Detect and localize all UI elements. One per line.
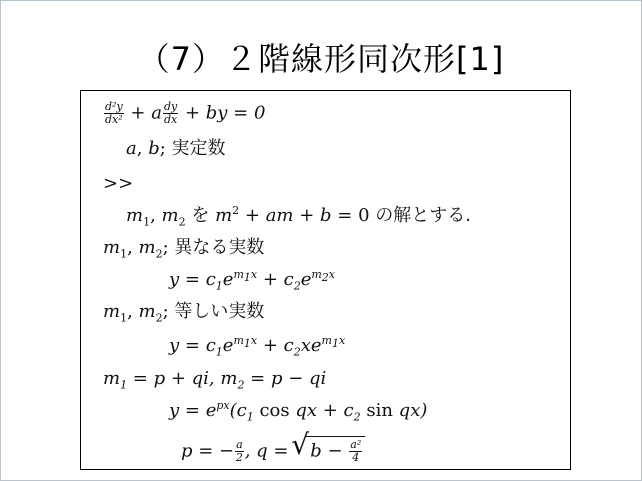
second-derivative-fraction — [104, 101, 124, 126]
frac-numerator: d²y — [105, 100, 123, 113]
frac-denominator: dx² — [105, 113, 123, 126]
equation-rest: + by = 0 — [184, 102, 266, 124]
case2-label: $m_1$, $m_2$; 等しい実数 — [103, 301, 265, 325]
formula-box — [80, 90, 571, 470]
characteristic-equation: $m_1$, $m_2$ を $m^2$ + am + b = 0 の解とする. — [126, 204, 471, 229]
arrow-symbol: >> — [103, 173, 134, 194]
case3-parameters: p = − $\frac{a}{2}$ , q = √ b − $\frac{\text{a²}}{4}$ — [181, 436, 365, 464]
ode-equation: $\frac{\text{d²y}}{\text{dx²}}$ + a $\frac{dy}{dx}$ + by = 0 — [105, 100, 266, 126]
frac-numerator: a² — [350, 438, 362, 451]
coefficient-note: a, b; 実定数 — [126, 138, 226, 159]
case3-solution: $y = e^{px}(c_1$ cos qx + $c_2$ sin qx) — [169, 399, 428, 424]
case2-solution: $y = c_1e^{m_1x} + c_2xe^{m_1x}$ — [169, 334, 346, 359]
frac-denominator: dx — [163, 113, 178, 126]
slide-title: （7）２階線形同次形[1] — [137, 40, 505, 78]
frac-denominator: 4 — [352, 451, 360, 464]
square-root: √ b − $\frac{\text{a²}}{4}$ — [306, 436, 365, 464]
case1-solution: $y = c_1e^{m_1x} + c_2e^{m_2x}$ — [169, 268, 336, 293]
frac-denominator: 2 — [235, 451, 243, 464]
case1-label: $m_1$, $m_2$; 異なる実数 — [103, 237, 265, 261]
q-fraction — [349, 439, 362, 464]
frac-numerator: a — [236, 438, 243, 451]
p-fraction — [235, 439, 244, 464]
case3-label: $m_1 = p$ + qi, $m_2 = p$ − qi — [103, 368, 327, 392]
first-derivative-fraction — [163, 101, 178, 126]
frac-numerator: dy — [163, 100, 178, 113]
